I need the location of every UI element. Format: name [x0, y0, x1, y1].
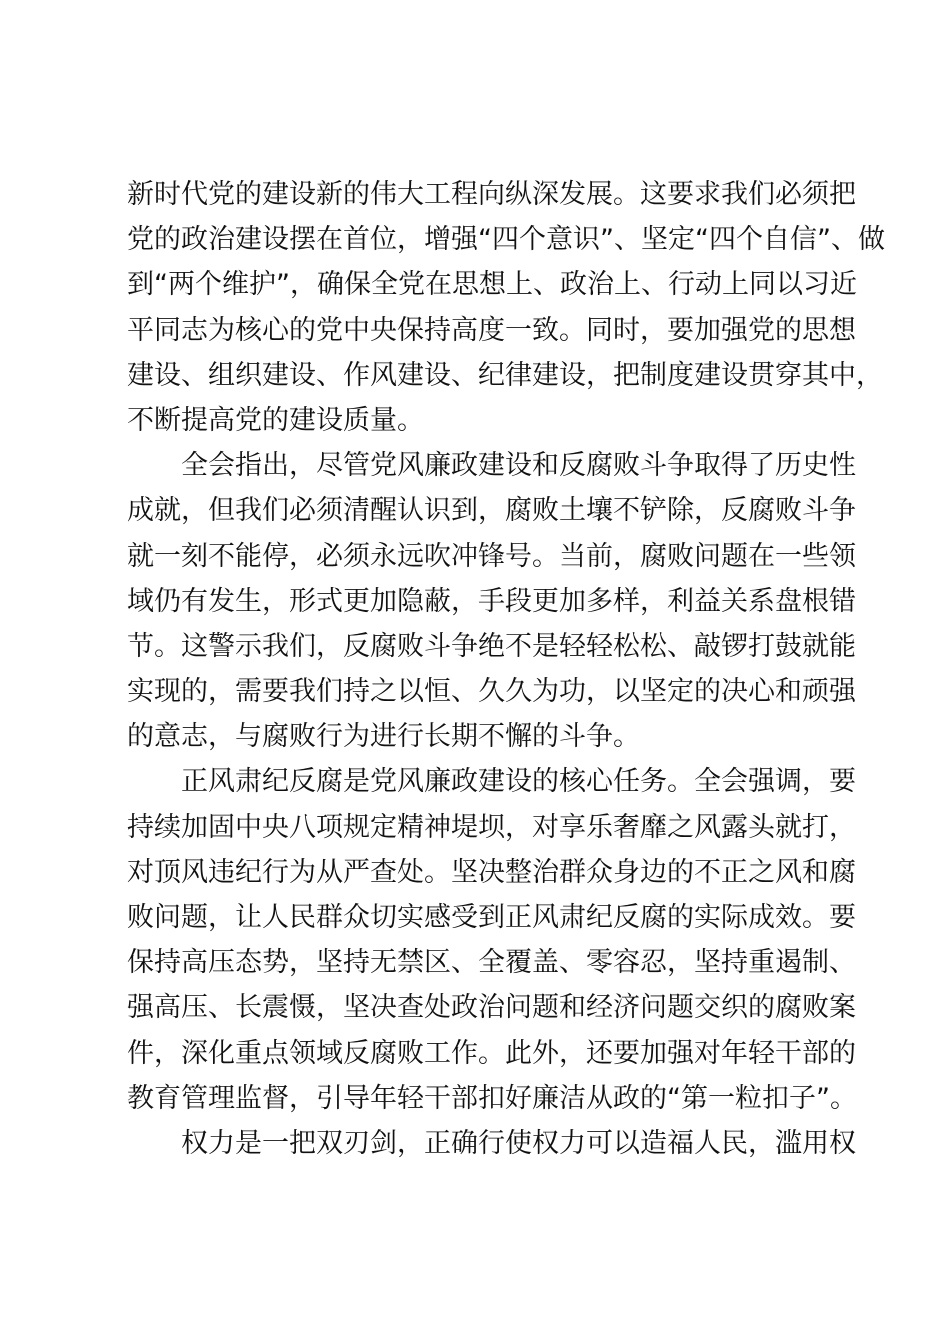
- text-line: 实现的，需要我们持之以恒、久久为功，以坚定的决心和顽强: [127, 676, 856, 708]
- text-line: 到“两个维护”，确保全党在思想上、政治上、行动上同以习近: [127, 269, 857, 301]
- text-line: 件，深化重点领域反腐败工作。此外，还要加强对年轻干部的: [127, 1037, 856, 1069]
- text-line: 保持高压态势，坚持无禁区、全覆盖、零容忍，坚持重遏制、: [127, 947, 856, 979]
- text-line: 不断提高党的建设质量。: [127, 404, 424, 436]
- body-text: [127, 172, 885, 1166]
- text-line: 党的政治建设摆在首位，增强“四个意识”、坚定“四个自信”、做: [127, 224, 885, 256]
- text-line: 就一刻不能停，必须永远吹冲锋号。当前，腐败问题在一些领: [127, 540, 856, 572]
- text-line: 域仍有发生，形式更加隐蔽，手段更加多样，利益关系盘根错: [127, 585, 856, 617]
- text-line: 权力是一把双刃剑，正确行使权力可以造福人民，滥用权: [181, 1127, 856, 1159]
- text-line: 成就，但我们必须清醒认识到，腐败土壤不铲除，反腐败斗争: [127, 495, 856, 527]
- text-line: 节。这警示我们，反腐败斗争绝不是轻轻松松、敲锣打鼓就能: [127, 630, 856, 662]
- paragraph-4: [127, 1121, 856, 1166]
- text-line: 强高压、长震慑，坚决查处政治问题和经济问题交织的腐败案: [127, 992, 856, 1024]
- text-line: 新时代党的建设新的伟大工程向纵深发展。这要求我们必须把: [127, 179, 856, 210]
- paragraph-1: [127, 172, 885, 443]
- text-line: 教育管理监督，引导年轻干部扣好廉洁从政的“第一粒扣子”。: [127, 1082, 857, 1114]
- text-line: 对顶风违纪行为从严查处。坚决整治群众身边的不正之风和腐: [127, 856, 856, 888]
- text-line: 的意志，与腐败行为进行长期不懈的斗争。: [127, 721, 640, 753]
- text-line: 持续加固中央八项规定精神堤坝，对享乐奢靡之风露头就打，: [127, 811, 856, 843]
- paragraph-2: [127, 443, 856, 759]
- text-line: 败问题，让人民群众切实感受到正风肃纪反腐的实际成效。要: [127, 902, 856, 933]
- text-line: 全会指出，尽管党风廉政建设和反腐败斗争取得了历史性: [181, 450, 856, 482]
- text-line: 平同志为核心的党中央保持高度一致。同时，要加强党的思想: [127, 314, 856, 346]
- text-line: 正风肃纪反腐是党风廉政建设的核心任务。全会强调，要: [181, 766, 856, 798]
- paragraph-3: [127, 759, 857, 1121]
- text-line: 建设、组织建设、作风建设、纪律建设，把制度建设贯穿其中，: [127, 359, 883, 391]
